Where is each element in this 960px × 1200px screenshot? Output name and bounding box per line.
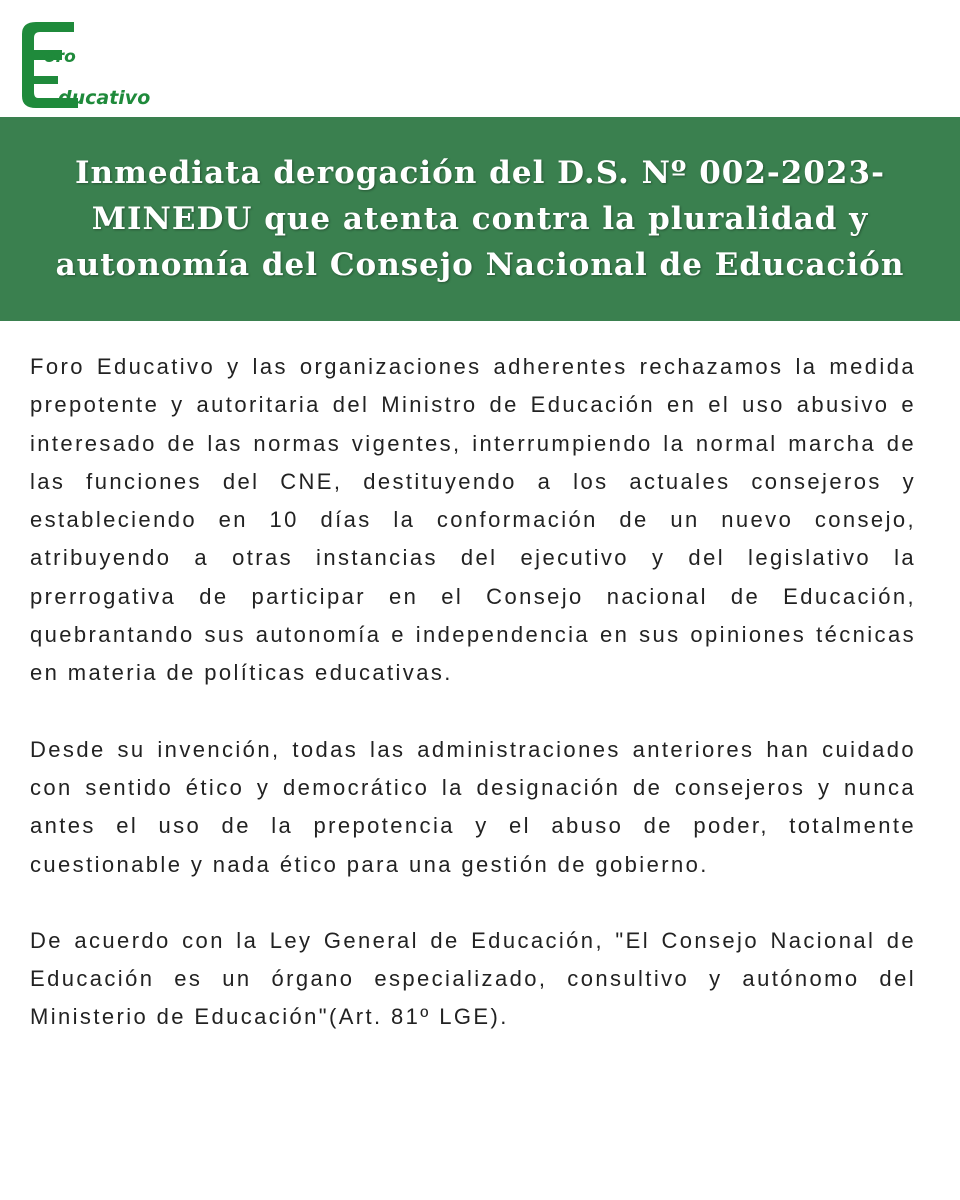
paragraph-2: Desde su invención, todas las administraciones anteriores han cuidado con sentido ético y democrático la designación de consejeros y nunca antes el uso de la prepotencia y el abuso de poder, totalmente cuestionable y nada ético para una gestión de gobierno. — [30, 736, 916, 877]
article-body — [30, 348, 916, 1075]
logo-graphic — [18, 20, 198, 112]
paragraph-3: De acuerdo con la Ley General de Educación, "El Consejo Nacional de Educación es un órgano especializado, consultivo y autónomo del Ministerio de Educación"(Art. 81º LGE). — [30, 927, 916, 1030]
banner-title: Inmediata derogación del D.S. Nº 002-2023- MINEDU que atenta contra la pluralidad y autonomía del Consejo Nacional de Educación — [55, 155, 905, 283]
logo-line1: oro — [44, 47, 76, 67]
foro-educativo-logo — [18, 20, 198, 112]
logo-line2: ducativo — [58, 87, 151, 109]
title-banner — [0, 117, 960, 321]
paragraph-1: Foro Educativo y las organizaciones adherentes rechazamos la medida prepotente y autoritaria del Ministro de Educación en el uso abusivo e interesado de las normas vigentes, interrumpiendo la normal marcha de las funciones del CNE, destituyendo a los actuales consejeros y estableciendo en 10 días la conformación de un nuevo consejo, atribuyendo a otras instancias del ejecutivo y del legislativo la prerrogativa de participar en el Consejo nacional de Educación, quebrantando sus autonomía e independencia en sus opiniones técnicas en materia de políticas educativas. — [30, 354, 916, 686]
